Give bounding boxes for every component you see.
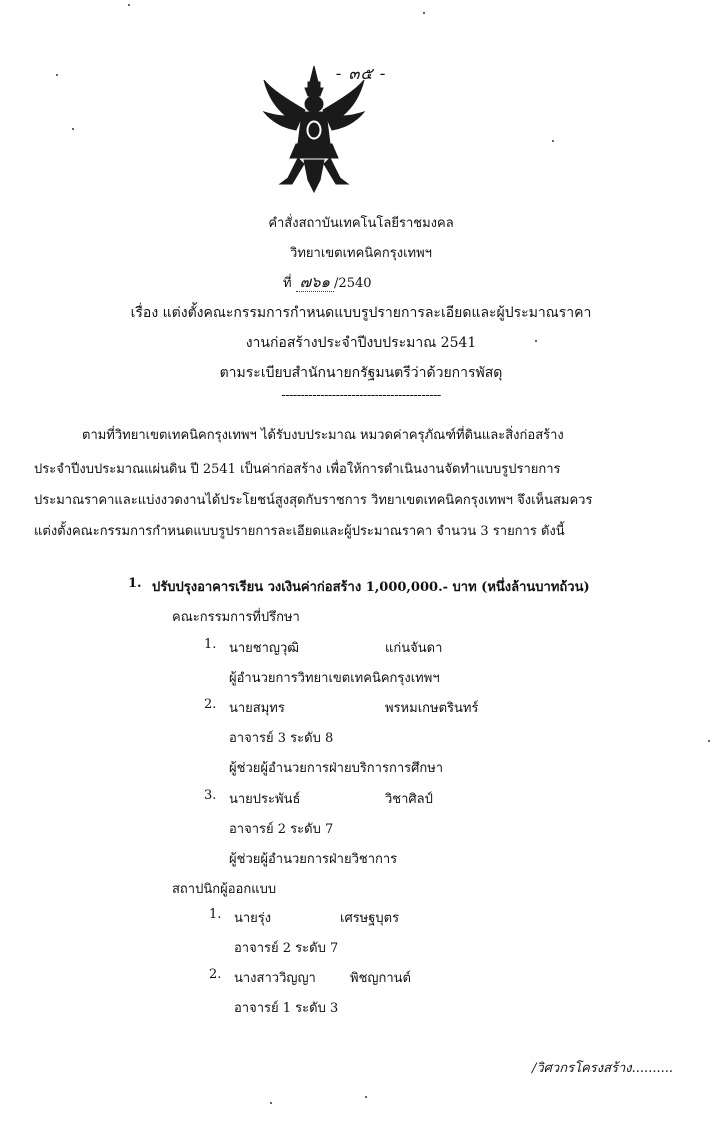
architect-2-last-name: พิชญกานต์	[350, 971, 411, 986]
architect-2-rank: อาจารย์ 1 ระดับ 3	[234, 1001, 339, 1016]
scan-speck	[270, 1102, 272, 1104]
scan-speck	[708, 740, 710, 742]
order-suffix: /2540	[334, 276, 372, 291]
advisor-3-number: 3.	[204, 788, 217, 803]
paragraph-line-1: ตามที่วิทยาเขตเทคนิคกรุงเทพฯ ได้รับงบประมาณ หมวดค่าครุภัณฑ์ที่ดินและสิ่งก่อสร้าง	[82, 428, 564, 443]
org-line-1: คำสั่งสถาบันเทคโนโลยีราชมงคล	[268, 216, 454, 231]
advisor-2-rank: อาจารย์ 3 ระดับ 8	[229, 731, 334, 746]
architect-1-first-name: นายรุ่ง	[234, 911, 272, 926]
page-number: - ๓๕ -	[335, 64, 387, 83]
continuation-note: /วิศวกรโครงสร้าง..........	[532, 1061, 673, 1076]
order-number-handwritten: ๗๖๑	[296, 273, 334, 292]
advisor-3-rank: อาจารย์ 2 ระดับ 7	[229, 822, 334, 837]
item-1-title: ปรับปรุงอาคารเรียน วงเงินค่าก่อสร้าง 1,000,000.- บาท (หนึ่งล้านบาทถ้วน)	[152, 580, 590, 595]
separator-line: -----------------------------------------	[281, 388, 441, 403]
paragraph-line-2: ประจำปีงบประมาณแผ่นดิน ปี 2541 เป็นค่าก่อสร้าง เพื่อให้การดำเนินงานจัดทำแบบรูปรายการ	[34, 462, 561, 477]
subject-line-3: ตามระเบียบสำนักนายกรัฐมนตรีว่าด้วยการพัสดุ	[219, 365, 503, 381]
architect-1-last-name: เศรษฐบุตร	[340, 911, 400, 926]
scan-speck	[365, 1096, 367, 1098]
architect-1-rank: อาจารย์ 2 ระดับ 7	[234, 941, 339, 956]
advisor-2-number: 2.	[204, 697, 217, 712]
advisor-3-first-name: นายประพันธ์	[229, 792, 301, 807]
scan-speck	[56, 74, 58, 76]
item-1-number: 1.	[128, 576, 142, 591]
scan-speck	[535, 340, 537, 342]
advisor-1-position: ผู้อำนวยการวิทยาเขตเทคนิคกรุงเทพฯ	[229, 671, 440, 686]
architect-1-number: 1.	[209, 907, 222, 922]
paragraph-line-3: ประมาณราคาและแบ่งงวดงานได้ประโยชน์สูงสุดกับราชการ วิทยาเขตเทคนิคกรุงเทพฯ จึงเห็นสมควร	[34, 493, 593, 508]
architect-2-number: 2.	[209, 967, 222, 982]
scan-speck	[552, 140, 554, 142]
subject-line-2: งานก่อสร้างประจำปีงบประมาณ 2541	[245, 335, 477, 351]
advisors-heading: คณะกรรมการที่ปรึกษา	[172, 610, 300, 625]
advisor-3-position: ผู้ช่วยผู้อำนวยการฝ่ายวิชาการ	[229, 852, 398, 867]
order-prefix: ที่	[283, 276, 292, 291]
advisor-2-position: ผู้ช่วยผู้อำนวยการฝ่ายบริการการศึกษา	[229, 761, 444, 776]
paragraph-line-4: แต่งตั้งคณะกรรมการกำหนดแบบรูปรายการละเอียดและผู้ประมาณราคา จำนวน 3 รายการ ดังนี้	[34, 524, 565, 539]
advisor-1-last-name: แก่นจันดา	[385, 641, 443, 656]
advisor-1-first-name: นายชาญวุฒิ	[229, 641, 300, 656]
order-number-line	[283, 270, 372, 294]
scan-speck	[128, 4, 130, 6]
org-line-2: วิทยาเขตเทคนิคกรุงเทพฯ	[290, 246, 432, 261]
scan-speck	[72, 128, 74, 130]
subject-line-1: เรื่อง แต่งตั้งคณะกรรมการกำหนดแบบรูปรายการละเอียดและผู้ประมาณราคา	[130, 305, 592, 321]
advisor-2-last-name: พรหมเกษตรินทร์	[385, 701, 479, 716]
scan-speck	[423, 12, 425, 14]
advisor-2-first-name: นายสมุทร	[229, 701, 285, 716]
advisor-1-number: 1.	[204, 637, 217, 652]
architect-2-first-name: นางสาววิญญา	[234, 971, 316, 986]
advisor-3-last-name: วิชาศิลป์	[385, 792, 433, 807]
architects-heading: สถาปนิกผู้ออกแบบ	[172, 882, 277, 897]
